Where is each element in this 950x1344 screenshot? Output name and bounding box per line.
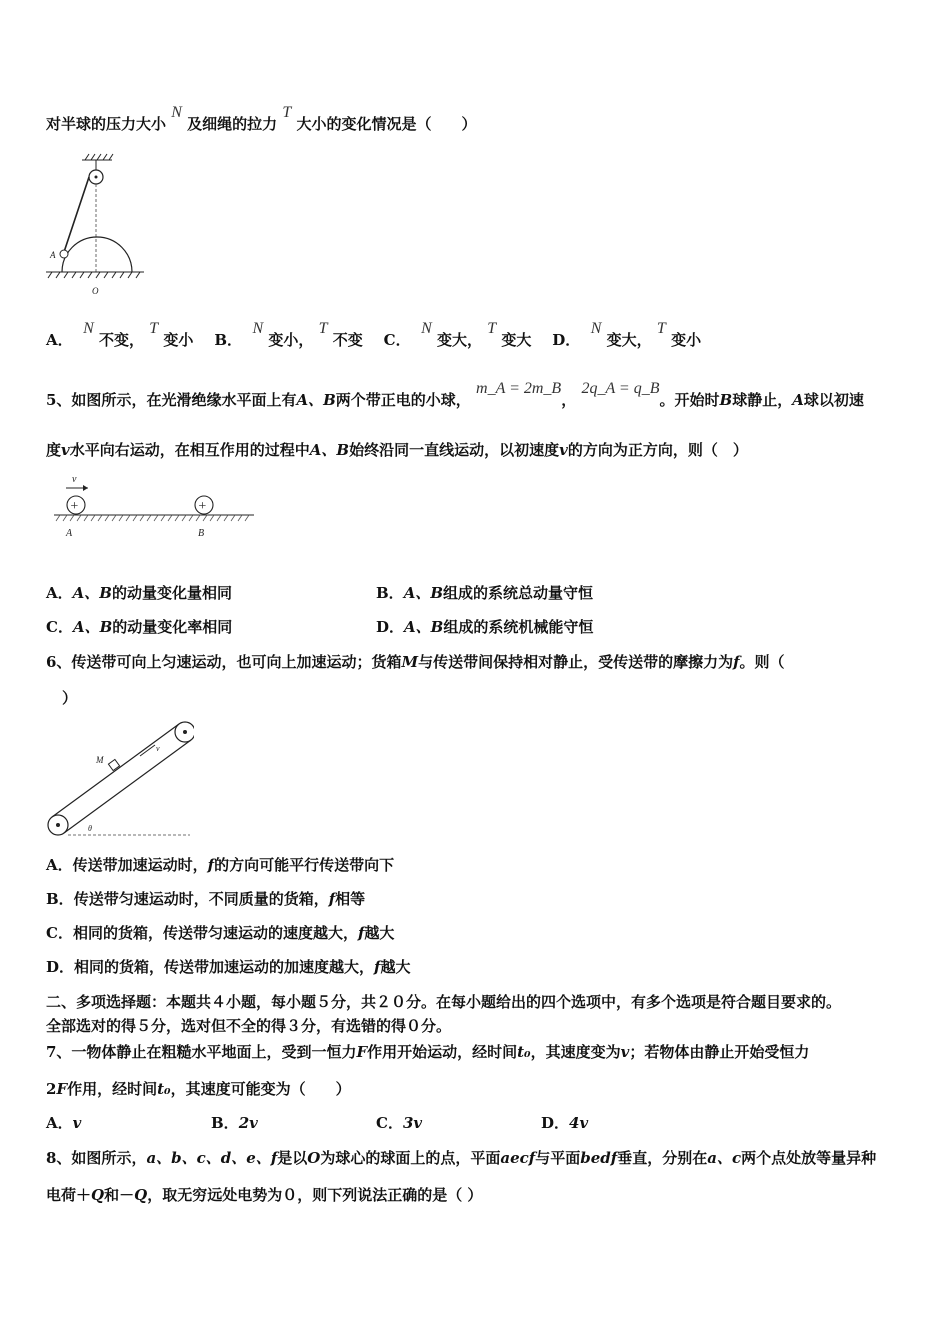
section-2-heading: 二、多项选择题：本题共４小题，每小题５分，共２０分。在每小题给出的四个选项中，有多个选项是符合题目要求的。 [46,993,842,1011]
q8-text: 为球心的球面上的点，平面 [320,1149,501,1167]
q5-mass-equation: m_A = 2m_B [476,380,562,397]
q6-line-1 [46,652,785,672]
symbol-f: f [733,653,740,671]
q8-text: 8、如图所示， [46,1149,147,1167]
symbol-v: v [620,1043,630,1061]
q8-text: 和－ [104,1186,135,1204]
q4-stem [46,104,477,135]
q7-option-b[interactable] [211,1113,258,1133]
symbol-f-force: F [356,1043,368,1061]
option-text: 组成的系统机械能守恒 [443,618,594,636]
symbol-t: T [487,320,497,337]
q7-option-a[interactable] [46,1113,81,1133]
symbol-o: O [307,1149,321,1167]
option-letter: C． [46,924,73,942]
symbol-q: Q [134,1186,148,1204]
symbol-f: f [374,958,381,976]
option-letter: D． [541,1114,570,1132]
symbol-m: M [401,653,419,671]
q5-text: 5、如图所示，在光滑绝缘水平面上有 [46,391,297,409]
q4-stem-part: 及细绳的拉力 [187,115,278,133]
symbol-q: Q [91,1186,105,1204]
option-letter: A． [46,1114,73,1132]
option-letter: B． [376,584,404,602]
q6-option-b[interactable] [46,889,365,909]
option-text: 变小， [268,331,314,349]
label-o: O [92,286,99,296]
symbol-ab: A、B [72,618,113,636]
ball-a [60,250,68,258]
option-text: 变小 [671,331,702,349]
option-text: 传送带匀速运动时，不同质量的货箱， [73,890,329,908]
symbol-v: v [61,441,70,459]
option-text: 不变， [99,331,145,349]
q7-option-d[interactable] [541,1113,588,1133]
q8-text: ，取无穷远处电势为０，则下列说法正确的是（ ） [147,1186,483,1204]
option-value: 4v [569,1114,589,1132]
ground-hatch [56,515,249,521]
q8-text: 电荷＋ [46,1186,92,1204]
q8-text: 垂直，分别在 [617,1149,708,1167]
symbol-t: T [149,320,159,337]
option-letter: B． [211,1114,239,1132]
rope [64,177,89,252]
option-letter: A． [46,331,73,349]
label-theta: θ [88,824,92,833]
q6-text: 与传送带间保持相对静止，受传送带的摩擦力为 [418,653,734,671]
q4-option-d[interactable] [552,320,702,349]
option-letter: D． [376,618,405,636]
option-letter: B． [214,331,242,349]
option-text: 变小 [163,331,194,349]
option-text: 的动量变化率相同 [112,618,233,636]
q7-text: ，其速度变为 [530,1043,621,1061]
label-m: M [96,755,104,765]
symbol-f: f [328,890,336,908]
option-text: 越大 [380,958,411,976]
q7-text: ，其速度可能变为（ ） [170,1080,351,1098]
q5-option-d[interactable] [376,617,593,637]
option-text: 相同的货箱，传送带加速运动的加速度越大， [74,958,375,976]
q5-text: 球静止， [732,391,793,409]
label-v: v [72,474,77,485]
hemisphere [62,237,132,272]
option-letter: A． [46,856,73,874]
q8-line-2 [46,1185,482,1205]
symbol-t: T [656,320,666,337]
ceiling-hatch [82,154,113,160]
option-text: 的动量变化量相同 [111,584,232,602]
option-text: 传送带加速运动时， [72,856,208,874]
symbol-points: a、b、c、d、e、f [146,1149,278,1167]
symbol-f: f [207,856,215,874]
q6-text: 。则（ [739,653,785,671]
q5-option-a[interactable] [46,583,232,603]
q6-option-c[interactable] [46,923,394,943]
q6-line-2: ） [62,689,78,707]
symbol-t0: t₀ [157,1080,171,1098]
symbol-bedf: bedf [580,1149,618,1167]
symbol-n: N [590,320,602,337]
belt-lower [64,740,191,833]
q5-line-1: 5、如图所示，在光滑绝缘水平面上有A、B两个带正电的小球， m_A = 2m_B， 2q_A = q_B。开始时B球静止，A球以初速 [46,380,864,409]
option-letter: D． [552,331,581,349]
symbol-t0: t₀ [517,1043,531,1061]
option-text: 组成的系统总动量守恒 [443,584,594,602]
q5-text: 。开始时 [659,391,720,409]
option-text: 相同的货箱，传送带匀速运动的速度越大， [72,924,358,942]
symbol-n: N [83,320,94,337]
arrow-right-icon [83,485,88,491]
q5-option-c[interactable] [46,617,232,637]
option-letter: B． [46,890,74,908]
q4-stem-part: 大小的变化情况是（ ） [296,115,477,133]
svg-text:+: + [197,499,207,514]
q5-charged-balls-figure [50,470,260,545]
symbol-a: A [792,391,804,409]
q5-text: 两个带正电的小球， [335,391,471,409]
label-b: B [198,528,205,539]
symbol-ab: A、B [72,584,112,602]
option-text: 越大 [364,924,395,942]
option-text: 变大， [436,331,482,349]
q8-line-1 [46,1148,876,1168]
q4-hemisphere-figure [40,150,150,300]
symbol-t: T [318,320,328,337]
option-letter: C． [376,1114,403,1132]
belt-upper [52,724,179,817]
symbol-ab: A、B [403,584,444,602]
symbol-ab: A、B [309,441,350,459]
q5-text: 度 [46,441,62,459]
symbol-f-force: F [56,1080,68,1098]
q5-option-b[interactable] [376,583,593,603]
q7-line-2 [46,1079,351,1099]
option-text: 变大， [606,331,652,349]
option-letter: C． [46,618,73,636]
q8-text: 两个点处放等量异种 [741,1149,877,1167]
q7-text: 7、一物体静止在粗糙水平地面上，受到一恒力 [46,1043,357,1061]
option-letter: C． [383,331,411,349]
q6-option-a[interactable] [46,855,394,875]
label-v: v [156,744,160,753]
option-value: 3v [402,1114,423,1132]
option-letter: D． [46,958,75,976]
symbol-ac: a、c [707,1149,742,1167]
q6-conveyor-figure [44,712,194,840]
q7-text: ；若物体由静止开始受恒力 [629,1043,810,1061]
option-text: 变大 [501,331,532,349]
q5-line-2 [46,440,748,460]
q8-text: 与平面 [535,1149,581,1167]
symbol-v: v [559,441,568,459]
symbol-aecf: aecf [500,1149,536,1167]
option-text: 相等 [335,890,366,908]
q6-option-d[interactable] [46,957,411,977]
section-2-scoring: 全部选对的得５分，选对但不全的得３分，有选错的得０分。 [46,1017,452,1035]
symbol-b: B [719,391,733,409]
option-letter: A． [46,584,73,602]
q5-text: 水平向右运动，在相互作用的过程中 [69,441,310,459]
symbol-n: N [421,320,432,337]
symbol-n: N [252,320,264,337]
q4-symbol-t: T [282,104,292,121]
option-value: v [72,1114,82,1132]
symbol-ab: A、B [404,618,444,636]
option-text: 的方向可能平行传送带向下 [214,856,395,874]
q5-text: 始终沿同一直线运动，以初速度 [349,441,560,459]
q4-options [46,320,702,351]
q7-text: 作用开始运动，经时间 [367,1043,518,1061]
q4-stem-part: 对半球的压力大小 [46,115,167,133]
symbol-f: f [357,924,365,942]
q8-text: 是以 [277,1149,308,1167]
q7-option-c[interactable] [376,1113,422,1133]
ground-hatch [46,272,144,278]
label-a: A [66,528,73,539]
symbol-ab: A、B [296,391,336,409]
q5-charge-equation: 2q_A = q_B [581,380,660,397]
svg-text:+: + [69,499,79,514]
option-text: 不变 [332,331,363,349]
q4-option-a[interactable] [46,320,199,349]
option-value: 2v [238,1114,258,1132]
label-a: A [50,250,56,260]
q7-text: 作用，经时间 [67,1080,158,1098]
q5-text: 球以初速 [803,391,864,409]
q5-text: 的方向为正方向，则（ ） [567,441,748,459]
q7-text: 2 [46,1080,57,1098]
q4-option-c[interactable] [383,320,537,349]
q4-symbol-n: N [171,104,182,121]
q7-line-1 [46,1042,809,1062]
q4-option-b[interactable] [214,320,368,349]
q6-text: 6、传送带可向上匀速运动，也可向上加速运动；货箱 [46,653,402,671]
